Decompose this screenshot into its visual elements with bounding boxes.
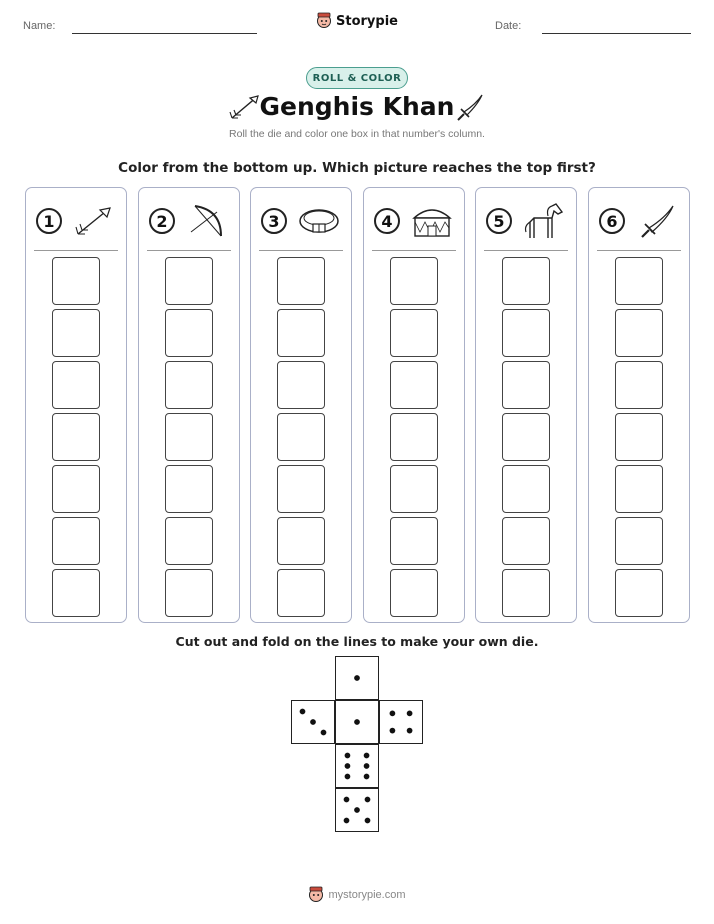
die-face-3	[291, 700, 335, 744]
color-box[interactable]	[165, 517, 213, 565]
color-box[interactable]	[502, 309, 550, 357]
column-2	[138, 187, 240, 623]
color-box[interactable]	[277, 361, 325, 409]
instruction: Color from the bottom up. Which picture reaches the top first?	[118, 160, 596, 176]
belt-icon	[297, 202, 341, 240]
color-box[interactable]	[277, 309, 325, 357]
color-box[interactable]	[277, 517, 325, 565]
color-box[interactable]	[390, 257, 438, 305]
footer-url[interactable]: mystorypie.com	[328, 889, 406, 901]
die-face-6	[335, 744, 379, 788]
column-1	[25, 187, 127, 623]
color-box[interactable]	[615, 413, 663, 461]
color-box[interactable]	[165, 413, 213, 461]
color-box[interactable]	[502, 413, 550, 461]
color-box[interactable]	[502, 257, 550, 305]
column-number: 4	[374, 208, 400, 234]
column-number: 1	[36, 208, 62, 234]
column-4	[363, 187, 465, 623]
color-box[interactable]	[165, 361, 213, 409]
activity-badge: ROLL & COLOR	[306, 67, 408, 89]
horse-icon	[522, 202, 566, 240]
column-number: 5	[486, 208, 512, 234]
color-box[interactable]	[52, 309, 100, 357]
color-box[interactable]	[390, 465, 438, 513]
arrow-icon	[72, 202, 116, 240]
color-box[interactable]	[277, 569, 325, 617]
die-face-1-top	[335, 656, 379, 700]
color-box[interactable]	[52, 517, 100, 565]
column-6	[588, 187, 690, 623]
name-label: Name:	[23, 20, 56, 32]
yurt-icon	[410, 202, 454, 240]
column-number: 3	[261, 208, 287, 234]
subtitle: Roll the die and color one box in that number's column.	[229, 128, 485, 140]
color-box[interactable]	[165, 257, 213, 305]
column-divider	[147, 250, 231, 251]
color-box[interactable]	[502, 517, 550, 565]
storypie-mascot-icon	[308, 886, 324, 904]
color-box[interactable]	[615, 517, 663, 565]
color-box[interactable]	[390, 361, 438, 409]
column-number: 2	[149, 208, 175, 234]
color-box[interactable]	[52, 361, 100, 409]
column-divider	[259, 250, 343, 251]
color-box[interactable]	[165, 309, 213, 357]
column-number: 6	[599, 208, 625, 234]
color-box[interactable]	[165, 465, 213, 513]
sword-icon	[635, 202, 679, 240]
column-divider	[484, 250, 568, 251]
cut-instruction: Cut out and fold on the lines to make your own die.	[175, 634, 539, 649]
brand-name: Storypie	[336, 13, 398, 29]
color-box[interactable]	[165, 569, 213, 617]
color-box[interactable]	[277, 257, 325, 305]
footer	[0, 886, 714, 904]
die-face-1-center	[335, 700, 379, 744]
color-box[interactable]	[615, 361, 663, 409]
color-box[interactable]	[615, 569, 663, 617]
page-title: Genghis Khan	[259, 92, 455, 121]
die-face-5	[335, 788, 379, 832]
name-line[interactable]	[72, 33, 257, 34]
die-face-4	[379, 700, 423, 744]
color-box[interactable]	[502, 361, 550, 409]
column-5	[475, 187, 577, 623]
column-divider	[372, 250, 456, 251]
color-box[interactable]	[615, 465, 663, 513]
title-sword-icon	[454, 92, 486, 122]
color-box[interactable]	[52, 413, 100, 461]
color-box[interactable]	[390, 309, 438, 357]
date-label: Date:	[495, 20, 522, 32]
color-box[interactable]	[390, 569, 438, 617]
color-box[interactable]	[390, 413, 438, 461]
color-box[interactable]	[277, 465, 325, 513]
color-box[interactable]	[615, 309, 663, 357]
color-box[interactable]	[52, 257, 100, 305]
column-divider	[34, 250, 118, 251]
column-divider	[597, 250, 681, 251]
color-box[interactable]	[52, 569, 100, 617]
color-box[interactable]	[502, 569, 550, 617]
color-box[interactable]	[277, 413, 325, 461]
brand-logo	[0, 12, 714, 30]
storypie-mascot-icon	[316, 12, 332, 30]
color-box[interactable]	[502, 465, 550, 513]
column-3	[250, 187, 352, 623]
color-box[interactable]	[390, 517, 438, 565]
color-box[interactable]	[615, 257, 663, 305]
color-box[interactable]	[52, 465, 100, 513]
bow-icon	[185, 202, 229, 240]
date-line[interactable]	[542, 33, 691, 34]
